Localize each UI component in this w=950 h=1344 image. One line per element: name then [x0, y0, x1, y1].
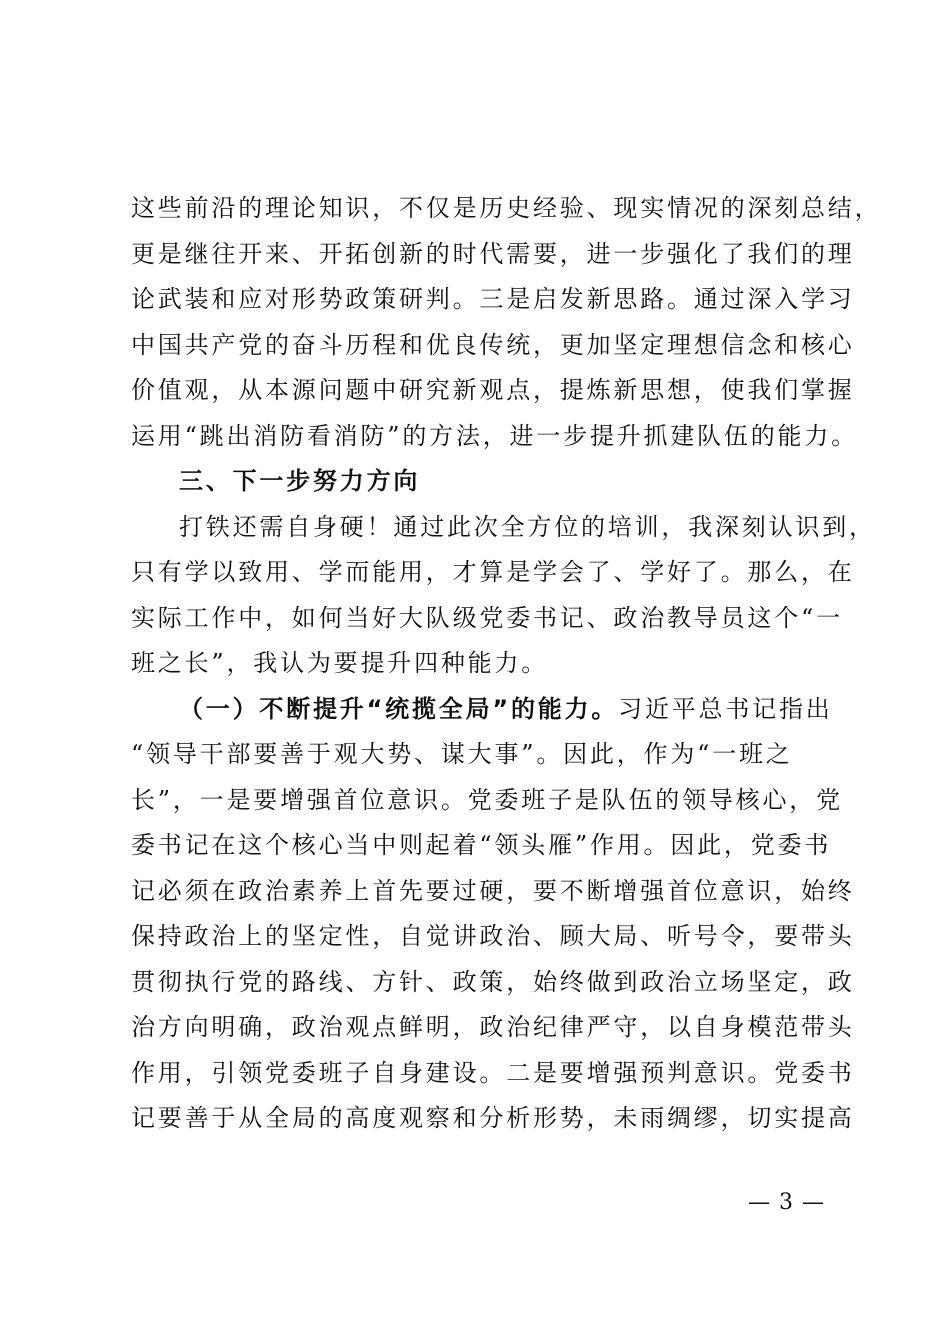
paragraph3-line-4: 记必须在政治素养上首先要过硬，要不断增强首位意识，始终	[131, 876, 855, 905]
paragraph2-line-3: 实际工作中，如何当好大队级党委书记、政治教导员这个“一	[131, 603, 843, 632]
paragraph-line-1: 这些前沿的理论知识，不仅是历史经验、现实情况的深刻总结，	[131, 194, 882, 222]
paragraph3-line-6: 贯彻执行党的路线、方针、政策，始终做到政治立场坚定，政	[131, 967, 855, 996]
document-body	[131, 186, 882, 1142]
paragraph3-line-2: 长”，一是要增强首位意识。党委班子是队伍的领导核心，党	[131, 785, 843, 814]
subheading-line	[131, 687, 836, 733]
page-number: — 3 —	[748, 1190, 825, 1215]
subheading-rest: 习近平总书记指出	[618, 694, 833, 723]
paragraph-line-2: 更是继往开来、开拓创新的时代需要，进一步强化了我们的理	[131, 239, 855, 268]
paragraph-line-4: 中国共产党的奋斗历程和优良传统，更加坚定理想信念和核心	[131, 330, 855, 359]
paragraph3-line-9: 记要善于从全局的高度观察和分析形势，未雨绸缪，切实提高	[131, 1104, 855, 1132]
paragraph-line-5: 价值观，从本源问题中研究新观点，提炼新思想，使我们掌握	[131, 376, 855, 404]
paragraph2-line-1: 打铁还需自身硬！通过此次全方位的培训，我深刻认识到，	[179, 512, 876, 541]
paragraph3-line-8: 作用，引领党委班子自身建设。二是要增强预判意识。党委书	[131, 1058, 855, 1087]
paragraph2-line-4: 班之长”，我认为要提升四种能力。	[131, 649, 549, 677]
paragraph-line-3: 论武装和应对形势政策研判。三是启发新思路。通过深入学习	[131, 285, 855, 313]
paragraph3-line-3: 委书记在这个核心当中则起着“领头雁”作用。因此，党委书	[131, 831, 832, 859]
paragraph-line-6: 运用“跳出消防看消防”的方法，进一步提升抓建队伍的能力。	[131, 421, 858, 450]
paragraph2-line-2: 只有学以致用、学而能用，才算是学会了、学好了。那么，在	[131, 558, 855, 586]
paragraph3-line-5: 保持政治上的坚定性，自觉讲政治、顾大局、听号令，要带头	[131, 922, 855, 950]
paragraph3-line-7: 治方向明确，政治观点鲜明，政治纪律严守，以自身模范带头	[131, 1013, 855, 1041]
subheading-bold: （一）不断提升“统揽全局”的能力。	[179, 694, 619, 723]
section-heading: 三、下一步努力方向	[179, 467, 421, 495]
paragraph3-line-1: “领导干部要善于观大势、谋大事”。因此，作为“一班之	[131, 740, 793, 768]
